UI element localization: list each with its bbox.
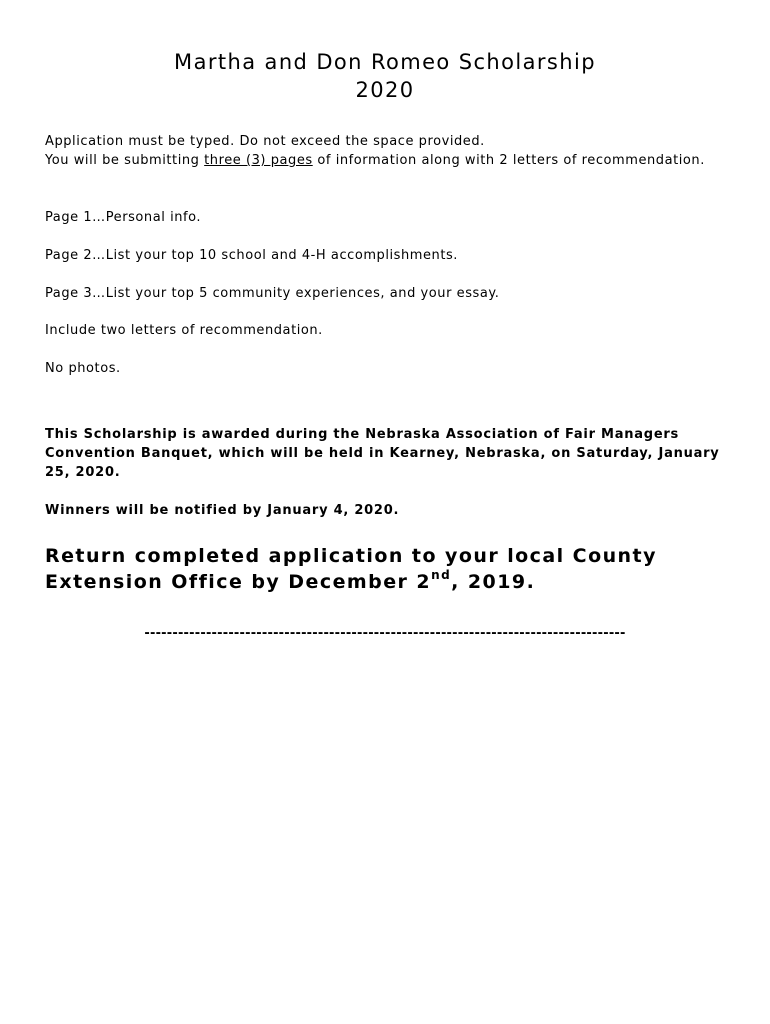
page-2-description: Page 2…List your top 10 school and 4-H accomplishments. <box>45 248 458 263</box>
intro-line-2-start: You will be submitting <box>45 153 205 168</box>
page-3-description: Page 3…List your top 5 community experiences, and your essay. <box>45 286 500 301</box>
intro-paragraph <box>45 132 735 170</box>
intro-underlined-pages: three (3) pages <box>204 153 313 168</box>
cut-line-divider: -------------------------------------------------------------------------------------- <box>144 626 626 641</box>
return-year: , 2019. <box>451 571 536 593</box>
document-title: Martha and Don Romeo Scholarship <box>174 50 596 74</box>
return-date-ordinal: nd <box>431 568 452 582</box>
document-year: 2020 <box>355 78 415 102</box>
intro-line-2-end: of information along with 2 letters of recommendation. <box>312 153 705 168</box>
winners-note: Winners will be notified by January 4, 2020. <box>45 503 400 518</box>
photos-note: No photos. <box>45 361 121 376</box>
award-note: This Scholarship is awarded during the Nebraska Association of Fair Managers Convention Banquet, which will be held in Kearney, Nebraska, on Saturday, January 25, 2020. <box>45 427 720 480</box>
return-instructions <box>45 543 745 595</box>
intro-line-1: Application must be typed. Do not exceed the space provided. <box>45 134 485 149</box>
letters-note: Include two letters of recommendation. <box>45 323 323 338</box>
return-text: Return completed application to your local County Extension Office by December 2 <box>45 545 657 593</box>
page-1-description: Page 1…Personal info. <box>45 210 202 225</box>
